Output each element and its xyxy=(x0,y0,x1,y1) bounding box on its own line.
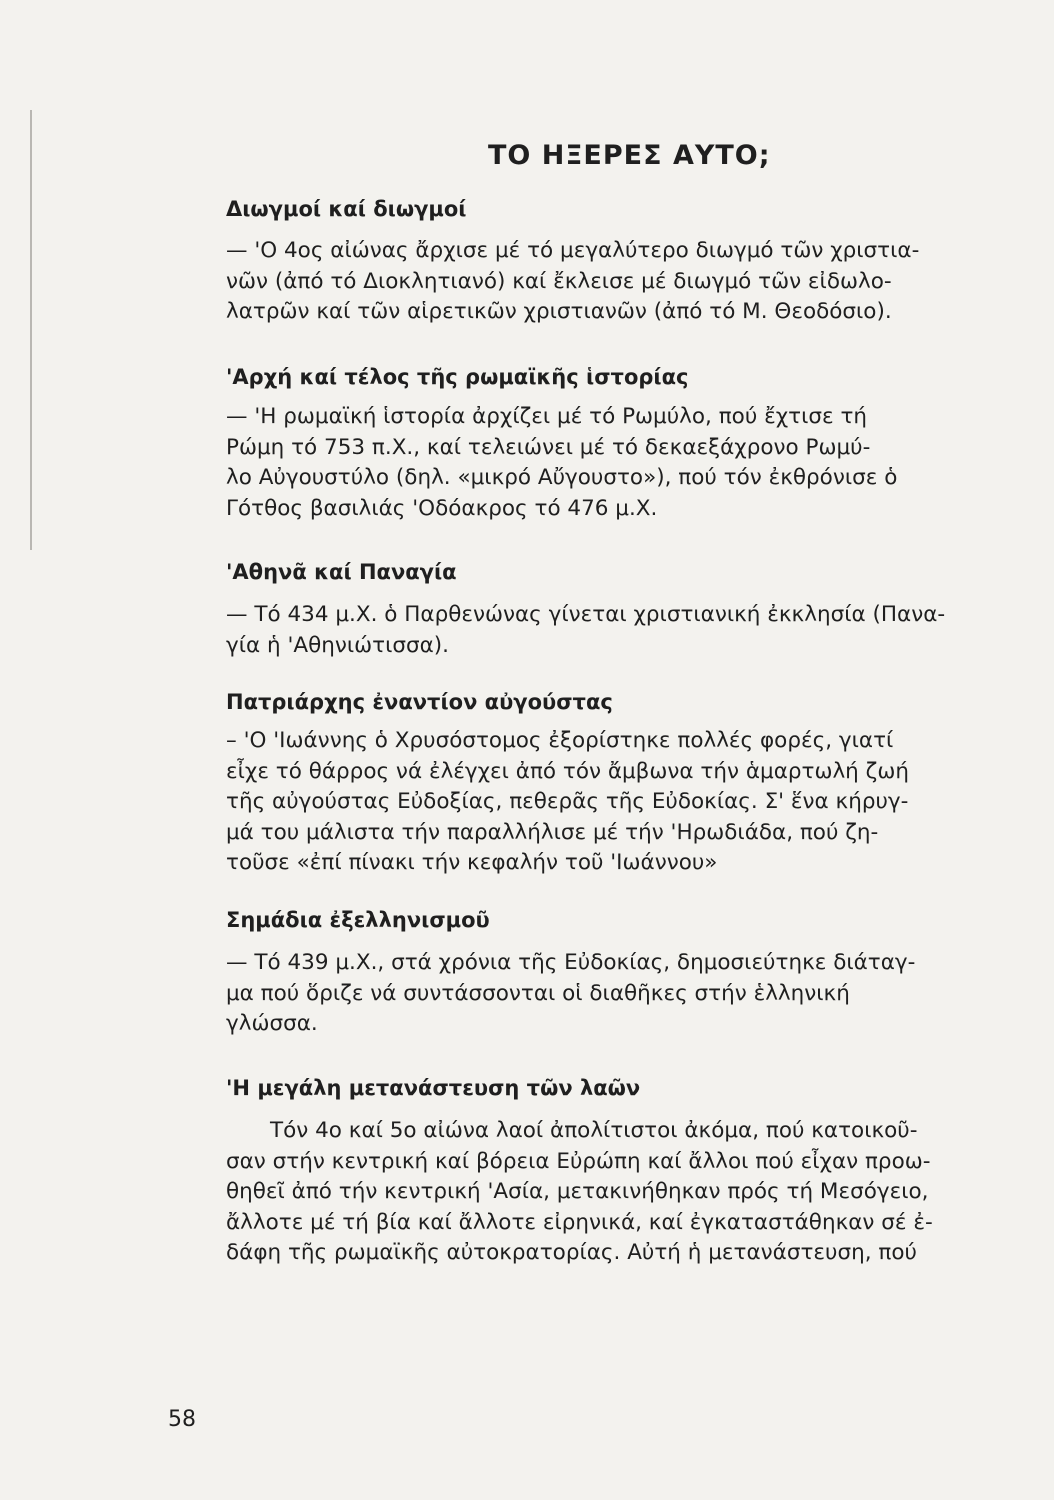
section-heading-hellenization: Σημάδια ἐξελληνισμοῦ xyxy=(226,908,490,932)
text-line: μα πού ὅριζε νά συντάσσονται οἱ διαθῆκες στήν ἑλληνική xyxy=(226,980,850,1006)
section-heading-roman-history: 'Αρχή καί τέλος τῆς ρωμαϊκῆς ἱστορίας xyxy=(226,365,689,389)
section-heading-patriarch: Πατριάρχης ἐναντίον αὐγούστας xyxy=(226,690,613,714)
section-body-roman-history xyxy=(226,402,991,524)
section-body-patriarch xyxy=(226,726,991,879)
section-body-athena-panagia xyxy=(226,600,991,661)
binding-margin-line xyxy=(30,110,32,550)
text-line: γλώσσα. xyxy=(226,1011,318,1036)
section-heading-persecutions: Διωγμοί καί διωγμοί xyxy=(226,197,467,221)
text-line: Γότθος βασιλιάς 'Οδόακρος τό 476 μ.Χ. xyxy=(226,495,658,521)
text-line: — Τό 439 μ.Χ., στά χρόνια τῆς Εὐδοκίας, δημοσιεύτηκε διάταγ- xyxy=(226,950,916,975)
text-line: Τόν 4ο καί 5ο αἰώνα λαοί ἀπολίτιστοι ἀκόμα, πού κατοικοῦ- xyxy=(270,1118,918,1143)
text-line: τοῦσε «ἐπί πίνακι τήν κεφαλήν τοῦ 'Ιωάννου» xyxy=(226,850,718,875)
text-line: — 'Η ρωμαϊκή ἱστορία ἀρχίζει μέ τό Ρωμύλο, πού ἔχτισε τή xyxy=(226,404,868,429)
section-body-migration xyxy=(226,1116,991,1269)
text-line: — Τό 434 μ.Χ. ὁ Παρθενώνας γίνεται χριστιανική ἐκκλησία (Πανα- xyxy=(226,602,946,627)
text-line: νῶν (ἀπό τό Διοκλητιανό) καί ἔκλεισε μέ διωγμό τῶν εἰδωλο- xyxy=(226,268,892,294)
text-line: – 'Ο 'Ιωάννης ὁ Χρυσόστομος ἐξορίστηκε πολλές φορές, γιατί xyxy=(226,728,894,753)
text-line: Ρώμη τό 753 π.Χ., καί τελειώνει μέ τό δεκαεξάχρονο Ρωμύ- xyxy=(226,434,871,460)
section-heading-athena-panagia: 'Αθηνᾶ καί Παναγία xyxy=(226,560,457,584)
text-line: — 'Ο 4ος αἰώνας ἄρχισε μέ τό μεγαλύτερο διωγμό τῶν χριστια- xyxy=(226,238,920,263)
section-heading-migration: 'Η μεγάλη μετανάστευση τῶν λαῶν xyxy=(226,1076,641,1100)
text-line: εἶχε τό θάρρος νά ἐλέγχει ἀπό τόν ἄμβωνα τήν ἁμαρτωλή ζωή xyxy=(226,758,909,784)
section-body-hellenization xyxy=(226,948,991,1040)
text-line: ἄλλοτε μέ τή βία καί ἄλλοτε εἰρηνικά, καί ἐγκαταστάθηκαν σέ ἐ- xyxy=(226,1209,933,1235)
text-line: λατρῶν καί τῶν αἱρετικῶν χριστιανῶν (ἀπό τό Μ. Θεοδόσιο). xyxy=(226,299,892,324)
text-line: λο Αὐγουστύλο (δηλ. «μικρό Αὔγουστο»), πού τόν ἐκθρόνισε ὁ xyxy=(226,465,898,490)
text-line: δάφη τῆς ρωμαϊκῆς αὐτοκρατορίας. Αὐτή ἡ μετανάστευση, πού xyxy=(226,1240,917,1265)
page-title: ΤΟ ΗΞΕΡΕΣ ΑΥΤΟ; xyxy=(488,140,771,171)
page-number: 58 xyxy=(168,1407,196,1432)
text-line: σαν στήν κεντρική καί βόρεια Εὐρώπη καί ἄλλοι πού εἶχαν προω- xyxy=(226,1148,931,1174)
text-line: τῆς αὐγούστας Εὐδοξίας, πεθερᾶς τῆς Εὐδοκίας. Σ' ἕνα κήρυγ- xyxy=(226,789,909,814)
text-line: γία ἡ 'Αθηνιώτισσα). xyxy=(226,632,450,658)
section-body-persecutions xyxy=(226,236,991,328)
text-line: μά του μάλιστα τήν παραλλήλισε μέ τήν 'Ηρωδιάδα, πού ζη- xyxy=(226,819,879,845)
text-line: θηθεῖ ἀπό τήν κεντρική 'Ασία, μετακινήθηκαν πρός τή Μεσόγειο, xyxy=(226,1179,929,1204)
